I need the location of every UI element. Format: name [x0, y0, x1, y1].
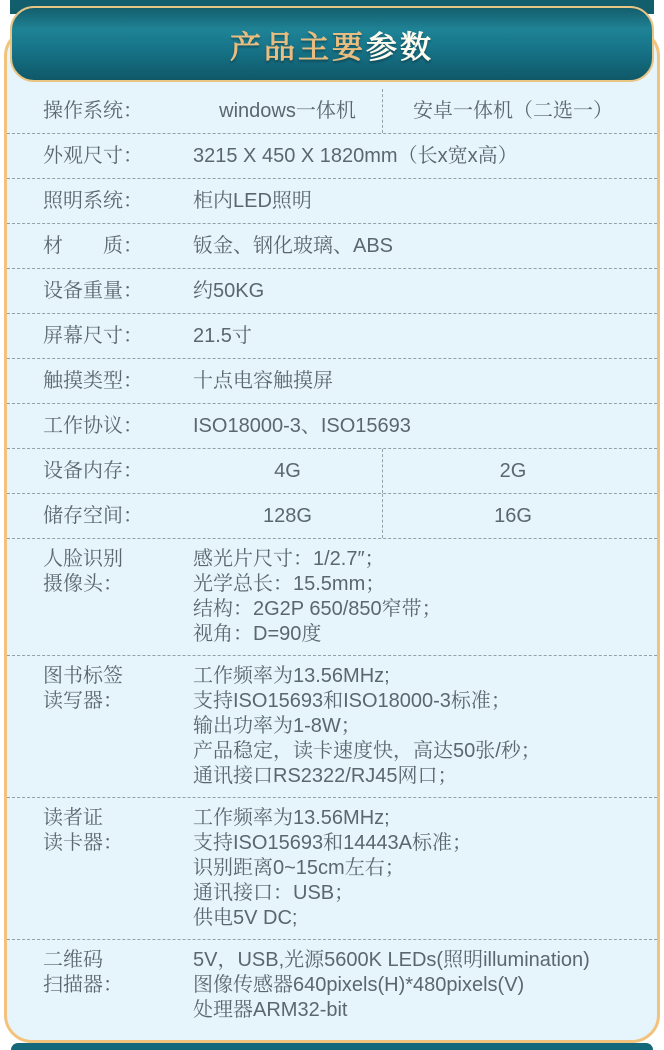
- spec-value: [193, 460, 643, 482]
- spec-label: 设备内存：: [43, 460, 143, 482]
- spec-label-line: 读者证: [43, 807, 103, 829]
- spec-value-line: 感光片尺寸：1/2.7″；: [193, 548, 385, 570]
- spec-value: [193, 664, 643, 789]
- spec-label: [43, 664, 193, 714]
- spec-value-col1: 128G: [263, 505, 312, 527]
- spec-label-line: 读写器：: [43, 690, 123, 712]
- spec-value: 十点电容触摸屏: [193, 370, 333, 392]
- spec-label-line: 图书标签: [43, 665, 123, 687]
- spec-row: [7, 539, 657, 656]
- spec-value: [193, 806, 643, 931]
- spec-card: [4, 28, 660, 1043]
- spec-row: [7, 940, 657, 1031]
- spec-value-line: 支持ISO15693和14443A标准；: [193, 832, 473, 854]
- spec-value-col2: 安卓一体机（二选一）: [413, 100, 613, 122]
- spec-label: 储存空间：: [43, 505, 143, 527]
- title-text-gold: 产品主要: [230, 29, 366, 65]
- spec-row: [7, 404, 657, 449]
- spec-value-col2: 2G: [499, 460, 527, 482]
- spec-value: 3215 X 450 X 1820mm（长x宽x高）: [193, 145, 518, 167]
- spec-value-col1: windows一体机: [219, 100, 356, 122]
- spec-label: 触摸类型：: [43, 370, 143, 392]
- page-title: [230, 22, 434, 67]
- spec-value-line: 识别距离0~15cm左右；: [193, 857, 405, 879]
- spec-value-col1: 4G: [274, 460, 301, 482]
- spec-label: 材 质：: [43, 235, 143, 257]
- spec-value-line: 处理器ARM32-bit: [193, 999, 348, 1021]
- spec-label: [43, 948, 193, 998]
- spec-value-line: 工作频率为13.56MHz;: [193, 807, 390, 829]
- spec-value-line: 输出功率为1-8W；: [193, 715, 361, 737]
- spec-value-line: 图像传感器640pixels(H)*480pixels(V): [193, 974, 525, 996]
- spec-row: [7, 179, 657, 224]
- spec-value: 钣金、钢化玻璃、ABS: [193, 235, 394, 257]
- section-title-bar: [10, 6, 654, 82]
- spec-row: [7, 656, 657, 798]
- title-text-white: 参数: [366, 29, 434, 65]
- spec-value: [193, 505, 643, 527]
- spec-value-line: 5V，USB,光源5600K LEDs(照明illumination): [193, 949, 590, 971]
- spec-value: ISO18000-3、ISO15693: [193, 415, 411, 437]
- spec-row: [7, 494, 657, 539]
- spec-value-line: 支持ISO15693和ISO18000-3标准；: [193, 690, 511, 712]
- spec-label: 工作协议：: [43, 415, 143, 437]
- spec-row: [7, 359, 657, 404]
- spec-value: 约50KG: [193, 280, 265, 302]
- spec-value-line: 产品稳定，读卡速度快，高达50张/秒；: [193, 740, 541, 762]
- spec-label: 设备重量：: [43, 280, 143, 302]
- spec-value: [193, 948, 643, 1023]
- spec-label: 屏幕尺寸：: [43, 325, 143, 347]
- spec-row: [7, 314, 657, 359]
- spec-value-line: 工作频率为13.56MHz;: [193, 665, 390, 687]
- spec-value-line: 视角：D=90度: [193, 623, 322, 645]
- spec-row: [7, 134, 657, 179]
- spec-row: [7, 89, 657, 134]
- spec-value-line: 结构：2G2P 650/850窄带；: [193, 598, 442, 620]
- spec-value: 柜内LED照明: [193, 190, 312, 212]
- spec-rows: [7, 89, 657, 1031]
- spec-label-line: 二维码: [43, 949, 103, 971]
- spec-label-line: 摄像头：: [43, 573, 123, 595]
- spec-label: 照明系统：: [43, 190, 143, 212]
- spec-label: 操作系统：: [43, 100, 143, 122]
- spec-row: [7, 269, 657, 314]
- spec-label-line: 读卡器：: [43, 832, 123, 854]
- spec-row: [7, 449, 657, 494]
- spec-value-line: 供电5V DC;: [193, 907, 298, 929]
- spec-label: 外观尺寸：: [43, 145, 143, 167]
- next-section-header-edge: [11, 1043, 653, 1050]
- spec-row: [7, 224, 657, 269]
- spec-value: 21.5寸: [193, 325, 252, 347]
- spec-row: [7, 798, 657, 940]
- spec-value-line: 光学总长：15.5mm；: [193, 573, 386, 595]
- spec-value: [193, 100, 643, 122]
- spec-value-col2: 16G: [494, 505, 532, 527]
- spec-value: [193, 547, 643, 647]
- spec-label: [43, 547, 193, 597]
- spec-value-line: 通讯接口：USB；: [193, 882, 355, 904]
- spec-label: [43, 806, 193, 856]
- spec-value-line: 通讯接口RS2322/RJ45网口；: [193, 765, 458, 787]
- spec-label-line: 人脸识别: [43, 548, 123, 570]
- spec-label-line: 扫描器：: [43, 974, 123, 996]
